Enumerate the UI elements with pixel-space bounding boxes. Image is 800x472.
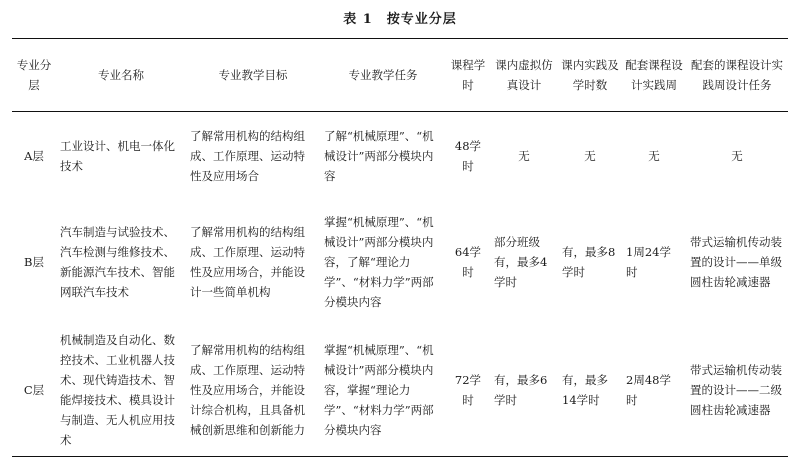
header-major-name: 专业名称 (56, 39, 186, 112)
table-caption: 表 1 按专业分层 (343, 12, 457, 27)
table-row (12, 324, 788, 457)
header-week-task: 配套的课程设计实践周设计任务 (686, 39, 788, 112)
header-course-hours: 课程学时 (446, 39, 490, 112)
cell-week-task: 带式运输机传动装置的设计——单级圆柱齿轮减速器 (690, 235, 782, 289)
cell-hours: 72学时 (446, 324, 490, 457)
cell-practice: 无 (584, 149, 596, 163)
cell-hours: 48学时 (454, 139, 482, 173)
header-virtual-design: 课内虚拟仿真设计 (490, 39, 558, 112)
cell-layer: A层 (24, 149, 44, 163)
table-row (12, 200, 788, 324)
table-row (12, 112, 788, 201)
cell-week-task: 无 (731, 149, 743, 163)
cell-task: 掌握“机械原理”、“机械设计”两部分模块内容，了解“理论力学”、“材料力学”两部分模块内容 (324, 215, 434, 309)
cell-goal: 了解常用机构的结构组成、工作原理、运动特性及应用场合，并能设计一些简单机构 (190, 225, 305, 299)
cell-practice: 有，最多8学时 (562, 245, 616, 279)
cell-majors: 工业设计、机电一体化技术 (60, 139, 175, 173)
header-practice-hours: 课内实践及学时数 (558, 39, 622, 112)
cell-layer: C层 (12, 324, 56, 457)
cell-hours: 64学时 (454, 245, 482, 279)
header-layer: 专业分层 (12, 39, 56, 112)
cell-majors: 汽车制造与试验技术、汽车检测与维修技术、新能源汽车技术、智能网联汽车技术 (60, 225, 175, 299)
stratification-table (12, 38, 788, 457)
cell-task: 了解“机械原理”、“机械设计”两部分模块内容 (324, 129, 434, 183)
header-practice-week: 配套课程设计实践周 (622, 39, 686, 112)
cell-practice: 有，最多14学时 (558, 324, 622, 457)
cell-week: 无 (648, 149, 660, 163)
cell-majors: 机械制造及自动化、数控技术、工业机器人技术、现代铸造技术、智能焊接技术、模具设计与制造、无人机应用技术 (56, 324, 186, 457)
cell-goal: 了解常用机构的结构组成、工作原理、运动特性及应用场合 (190, 129, 305, 183)
header-teaching-goal: 专业教学目标 (186, 39, 320, 112)
cell-virtual: 无 (518, 149, 530, 163)
cell-layer: B层 (24, 255, 44, 269)
cell-virtual: 部分班级有，最多4学时 (494, 235, 548, 289)
header-teaching-task: 专业教学任务 (320, 39, 446, 112)
cell-virtual: 有，最多6学时 (490, 324, 558, 457)
cell-task: 掌握“机械原理”、“机械设计”两部分模块内容，掌握“理论力学”、“材料力学”两部分模块内容 (320, 324, 446, 457)
cell-week: 2周48学时 (622, 324, 686, 457)
header-row (12, 39, 788, 112)
cell-goal: 了解常用机构的结构组成、工作原理、运动特性及应用场合，并能设计综合机构，且具备机械创新思维和创新能力 (186, 324, 320, 457)
cell-week: 1周24学时 (626, 245, 671, 279)
cell-week-task: 带式运输机传动装置的设计——二级圆柱齿轮减速器 (686, 324, 788, 457)
